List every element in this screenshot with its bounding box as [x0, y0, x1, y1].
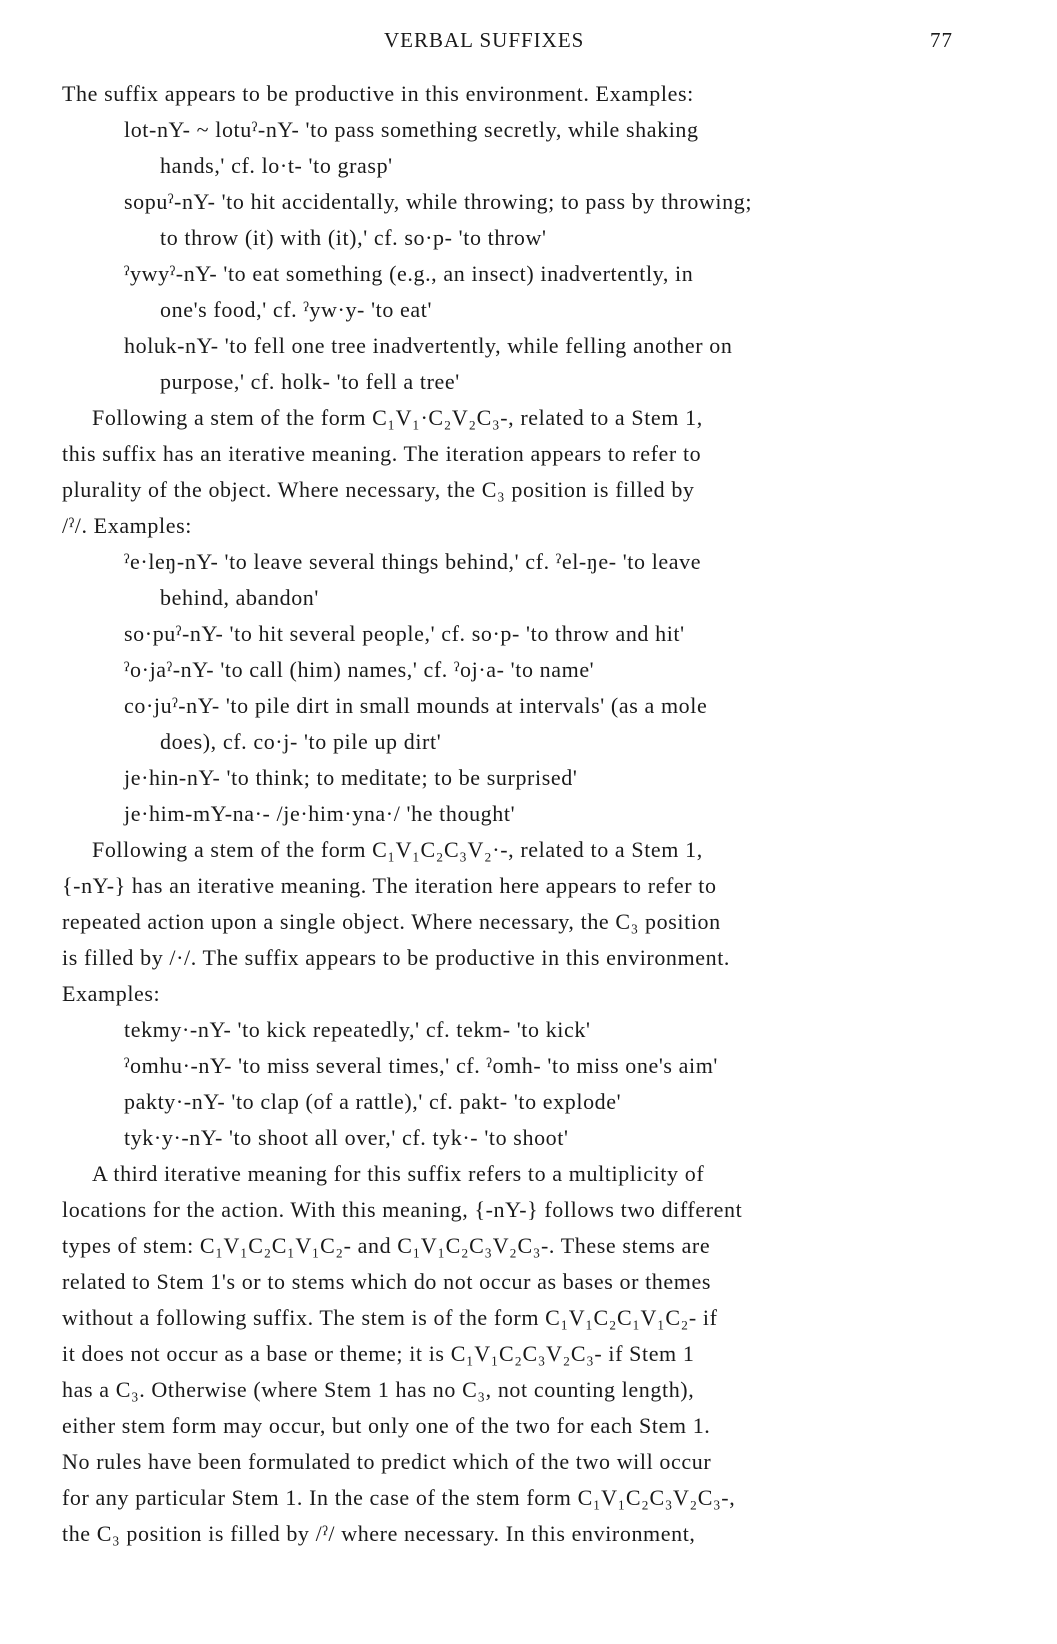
text-line: types of stem: C₁V₁C₂C₁V₁C₂- and C₁V₁C₂C₃V₂C₃-. These stems are — [62, 1233, 711, 1258]
example-line: je·him-mY-na·- /je·him·yna·/ 'he thought' — [124, 801, 516, 826]
example-line: je·hin-nY- 'to think; to meditate; to be surprised' — [124, 765, 578, 790]
example-line: lot-nY- ~ lotuˀ-nY- 'to pass something secretly, while shaking — [124, 117, 699, 142]
page-number: 77 — [930, 28, 953, 52]
text-line: repeated action upon a single object. Where necessary, the C₃ position — [62, 909, 721, 934]
example-line: ˀe·leŋ-nY- 'to leave several things behind,' cf. ˀel-ŋe- 'to leave — [124, 549, 702, 574]
example-line: ˀywyˀ-nY- 'to eat something (e.g., an insect) inadvertently, in — [124, 261, 694, 286]
example-cont-line: behind, abandon' — [160, 585, 319, 610]
example-line: co·juˀ-nY- 'to pile dirt in small mounds at intervals' (as a mole — [124, 693, 708, 718]
example-cont-line: purpose,' cf. holk- 'to fell a tree' — [160, 369, 460, 394]
text-line: without a following suffix. The stem is of the form C₁V₁C₂C₁V₁C₂- if — [62, 1305, 718, 1330]
text-line: plurality of the object. Where necessary, the C₃ position is filled by — [62, 477, 695, 502]
example-line: ˀo·jaˀ-nY- 'to call (him) names,' cf. ˀoj·a- 'to name' — [124, 657, 595, 682]
example-cont-line: hands,' cf. lo·t- 'to grasp' — [160, 153, 393, 178]
text-line: No rules have been formulated to predict which of the two will occur — [62, 1449, 712, 1474]
example-line: holuk-nY- 'to fell one tree inadvertently, while felling another on — [124, 333, 733, 358]
example-line: ˀomhu·-nY- 'to miss several times,' cf. ˀomh- 'to miss one's aim' — [124, 1053, 718, 1078]
text-line: for any particular Stem 1. In the case of the stem form C₁V₁C₂C₃V₂C₃-, — [62, 1485, 736, 1510]
paragraph-first-line: A third iterative meaning for this suffix refers to a multiplicity of — [92, 1161, 705, 1186]
example-cont-line: one's food,' cf. ˀyw·y- 'to eat' — [160, 297, 433, 322]
example-cont-line: to throw (it) with (it),' cf. so·p- 'to throw' — [160, 225, 547, 250]
example-line: sopuˀ-nY- 'to hit accidentally, while throwing; to pass by throwing; — [124, 189, 753, 214]
example-line: tekmy·-nY- 'to kick repeatedly,' cf. tekm- 'to kick' — [124, 1017, 591, 1042]
text-line: either stem form may occur, but only one of the two for each Stem 1. — [62, 1413, 711, 1438]
paragraph-first-line: Following a stem of the form C₁V₁C₂C₃V₂·-, related to a Stem 1, — [92, 837, 703, 862]
text-line: the C₃ position is filled by /ˀ/ where necessary. In this environment, — [62, 1521, 696, 1546]
text-line: is filled by /·/. The suffix appears to be productive in this environment. — [62, 945, 731, 970]
paragraph-first-line: Following a stem of the form C₁V₁·C₂V₂C₃-, related to a Stem 1, — [92, 405, 703, 430]
text-line: it does not occur as a base or theme; it is C₁V₁C₂C₃V₂C₃- if Stem 1 — [62, 1341, 695, 1366]
example-line: tyk·y·-nY- 'to shoot all over,' cf. tyk·- 'to shoot' — [124, 1125, 569, 1150]
example-line: pakty·-nY- 'to clap (of a rattle),' cf. pakt- 'to explode' — [124, 1089, 622, 1114]
text-line: locations for the action. With this meaning, {-nY-} follows two different — [62, 1197, 743, 1222]
text-line: /ˀ/. Examples: — [62, 513, 192, 538]
text-line: Examples: — [62, 981, 161, 1006]
text-line: related to Stem 1's or to stems which do not occur as bases or themes — [62, 1269, 712, 1294]
running-header: VERBAL SUFFIXES — [384, 28, 585, 52]
text-line: this suffix has an iterative meaning. The iteration appears to refer to — [62, 441, 702, 466]
example-cont-line: does), cf. co·j- 'to pile up dirt' — [160, 729, 442, 754]
text-line: {-nY-} has an iterative meaning. The iteration here appears to refer to — [62, 873, 717, 898]
example-line: so·puˀ-nY- 'to hit several people,' cf. so·p- 'to throw and hit' — [124, 621, 685, 646]
text-line: The suffix appears to be productive in this environment. Examples: — [62, 81, 694, 106]
text-line: has a C₃. Otherwise (where Stem 1 has no C₃, not counting length), — [62, 1377, 695, 1402]
